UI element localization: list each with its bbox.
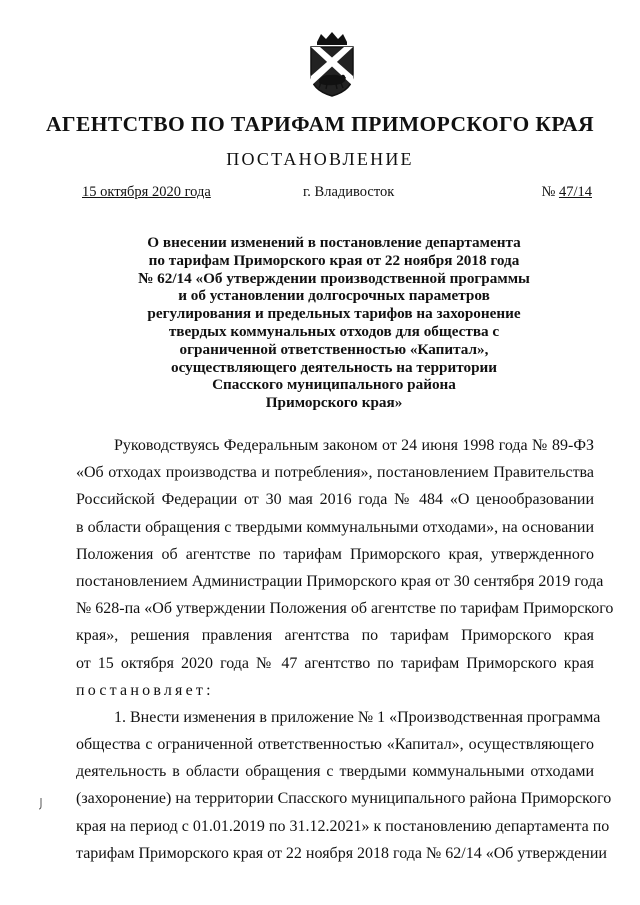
subject-line: регулирования и предельных тарифов на захоронение [147,305,521,323]
document-number [542,184,593,201]
body-line: Положения об агентстве по тарифам Приморского края, утвержденного [76,545,594,563]
body-line: Руководствуясь Федеральным законом от 24 июня 1998 года № 89-ФЗ [114,437,594,454]
agency-title: АГЕНТСТВО ПО ТАРИФАМ ПРИМОРСКОГО КРАЯ [45,112,595,136]
subject-line: Приморского края» [265,394,403,412]
body-line: постановлением Администрации Приморского края от 30 сентября 2019 года [76,572,604,590]
subject-line: по тарифам Приморского края от 22 ноября 2018 года [148,251,520,269]
body-line: постановляет: [76,681,214,699]
number-prefix: № [541,184,556,200]
body-line: (захоронение) на территории Спасского муниципального района Приморского [76,790,612,808]
document-date: 15 октября 2020 года [82,184,211,200]
subject-line: твердых коммунальных отходов для общества с [168,322,500,340]
body-line: края», решения правления агентства по тарифам Приморского края [76,627,594,645]
body-line: в области обращения с твердыми коммунальными отходами», на основании [76,518,594,536]
subject-line: и об установлении долгосрочных параметров [178,287,490,305]
document-subject [120,234,548,412]
subject-line: ограниченной ответственностью «Капитал», [179,340,489,358]
body-line: общества с ограниченной ответственностью «Капитал», осуществляющего [76,736,594,754]
subject-line: осуществляющего деятельность на территории [170,358,498,376]
document-meta [0,184,640,204]
body-line: 1. Внести изменения в приложение № 1 «Производственная программа [114,708,601,726]
coat-of-arms-icon [303,30,361,98]
document-body [76,432,614,867]
body-line: от 15 октября 2020 года № 47 агентство по тарифам Приморского края [76,654,594,672]
body-line: тарифам Приморского края от 22 ноября 2018 года № 62/14 «Об утверждении [76,844,607,862]
body-line: деятельность в области обращения с твердыми коммунальными отходами [76,763,594,781]
body-line: края на период с 01.01.2019 по 31.12.2021» к постановлению департамента по [76,817,610,835]
body-line: «Об отходах производства и потребления», постановлением Правительства [76,464,594,482]
margin-mark-icon [38,797,44,811]
number-value: 47/14 [558,184,592,200]
subject-line: Спасского муниципального района [212,376,456,394]
subject-line: О внесении изменений в постановление департамента [147,234,521,251]
subject-line: № 62/14 «Об утверждении производственной программы [138,269,530,287]
body-line: Российской Федерации от 30 мая 2016 года № 484 «О ценообразовании [76,491,594,509]
body-line: № 628-па «Об утверждении Положения об агентстве по тарифам Приморского [76,600,614,618]
document-type: ПОСТАНОВЛЕНИЕ [226,149,414,169]
document-city: г. Владивосток [303,184,395,200]
